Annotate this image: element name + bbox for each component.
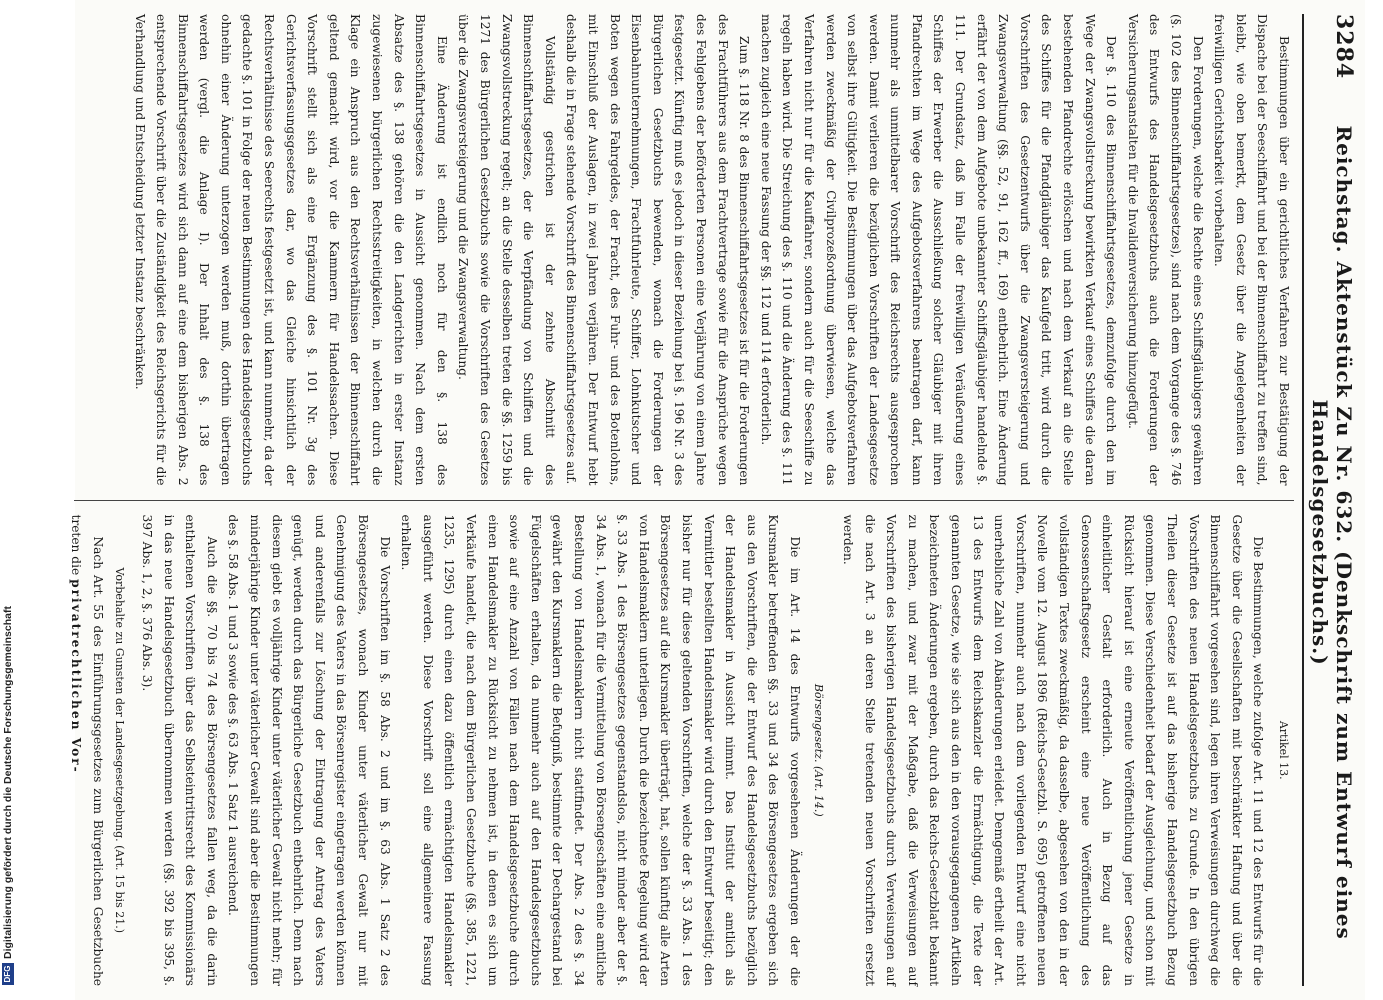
left-column: [74, 14, 1294, 501]
paragraph: Den Forderungen, welche die Rechte eines Schiffsgläubigers gewähren (§. 102 des Binnenschiffahrtsgesetzes), sind nach dem Vorgange des §. 746 des Entwurfs des Handelsgesetzbuchs auch die Forderungen der Versicherungsanstalten für die Invalidenversicherung hinzugefügt.: [1125, 14, 1205, 486]
paragraph: Bestimmungen über ein gerichtliches Verfahren zur Bestätigung der Dispache bei der Seeschiffahrt und bei der Binnenschiffahrt zu treffen sind, bleibt, wie oben bemerkt, dem Gesetz über die Angelegenheiten der freiwilligen Gerichtsbarkeit vorbehalten.: [1212, 14, 1291, 486]
running-title-main: Reichstag. Aktenstück Zu Nr. 632.: [1332, 125, 1356, 544]
section-subheading: Börsengesetz. (Art. 14.): [811, 683, 825, 817]
paragraph: Der §. 110 des Binnenschiffahrtsgesetzes, demzufolge durch den im Wege der Zwangsvollstreckung bewirkten Verkauf eines Schiffes die daran bestehenden Pfandrechte erlöschen und nach dem Verkauf an die Stelle des Schiffes für die Pfandgläubiger das Kaufgeld tritt, wird durch die Vorschriften des Gesetzentwurfs über die Zwangsversteigerung und Zwangsverwaltung (§§. 52, 91, 162 ff., 169) entbehrlich. Eine Änderung erfährt der von dem Aufgebote unbekannter Schiffsgläubiger handelnde §. 111. Der Grundsatz, daß im Falle der freiwilligen Veräußerung eines Schiffes der Erwerber die Ausschließung solcher Gläubiger mit ihren Pfandrechten im Wege des Aufgebotsverfahrens beantragen darf, kann nunmehr als unmittelbarer Vorschrift des Reichsrechts ausgesprochen werden. Damit verlieren die bezüglichen Vorschriften der Landesgesetze von selbst ihre Gültigkeit. Die Bestimmungen über das Aufgebotsverfahren werden zweckmäßig der Civilprozeßordnung überwiesen, welche das Verfahren nicht nur für die Kauffahrer, sondern auch für die Seeschiffe zu regeln haben wird. Die Streichung des §. 110 und die Änderung des §. 111 machen zugleich eine neue Fassung der §§. 112 und 114 erforderlich.: [758, 14, 1119, 486]
page-number: 3284: [1331, 14, 1357, 80]
paragraph: Die Bestimmungen, welche zufolge Art. 11 und 12 des Entwurfs für die Gesetze über die Gesellschaften mit beschränkter Haftung und über die Binnenschiffahrt vorgesehen sind, legen ihren Verweisungen durchweg die Vorschriften des neuen Handelsgesetzbuchs zu Grunde. In den übrigen Theilen dieser Gesetze ist auf das bisherige Handelsgesetzbuch Bezug genommen. Diese Verschiedenheit bedarf der Ausgleichung, und schon mit Rücksicht hierauf ist eine erneute Veröffentlichung jener Gesetze in einheitlicher Gestalt erforderlich. Auch in Bezug auf das Genossenschaftsgesetz erscheint eine neue Veröffentlichung des vollständigen Textes zweckmäßig, da dasselbe, abgesehen von den in der Novelle vom 12. August 1896 (Reichs-Gesetzbl. S. 695) getroffenen neuen Vorschriften, nunmehr auch nach dem vorliegenden Entwurf eine nicht unerhebliche Zahl von Abänderungen erleidet. Demgemäß ertheilt der Art. 13 des Entwurfs dem Reichskanzler die Ermächtigung, die Texte der genannten Gesetze, wie sie sich aus den in den vorausgegangenen Artikeln bezeichneten Änderungen ergeben, durch das Reichs-Gesetzblatt bekannt zu machen, und zwar mit der Maßgabe, daß die Verweisungen auf Vorschriften des bisherigen Handelsgesetzbuchs durch Verweisungen auf die nach Art. 3 an deren Stelle tretenden neuen Vorschriften ersetzt werden.: [841, 514, 1266, 986]
scanned-page: [69, 0, 1365, 1000]
paragraph: Zum §. 118 Nr. 8 des Binnenschiffahrtsgesetzes ist für die Forderungen des Frachtführers aus dem Frachtvertrage sowie für die Ansprüche wegen des Fehlgebens der beförderten Personen eine Verjährung von einem Jahre festgesetzt. Künftig muß es jedoch in dieser Beziehung bei §. 196 Nr. 3 des Bürgerlichen Gesetzbuchs bewenden, wonach die Forderungen der Eisenbahnunternehmungen, Frachtfuhrleute, Schiffer, Lohnkutscher und Boten wegen des Fahrgeldes, der Fracht, des Fuhr- und des Botenlohns, mit Einschluß der Auslagen, in zwei Jahren verjähren. Der Entwurf hebt deshalb die in Frage stehende Vorschrift des Binnenschiffahrtsgesetzes auf.: [564, 14, 752, 486]
paragraph: Eine Änderung ist endlich noch für den §. 138 des Binnenschiffahrtsgesetzes in Aussicht genommen. Nach dem ersten Absatze des §. 138 gehören die den Landgerichten in erster Instanz zugewiesenen bürgerlichen Rechtsstreitigkeiten, in welchen durch die Klage ein Anspruch aus den Rechtsverhältnissen der Binnenschiffahrt geltend gemacht wird, vor die Kammern für Handelssachen. Diese Vorschrift stellt sich als eine Ergänzung des §. 101 Nr. 3g des Gerichtsverfassungsgesetzes dar, wo das Gleiche hinsichtlich der Rechtsverhältnisse des Seerechts festgesetzt ist, und kann nunmehr, da der gedachte §. 101 in Folge der neuen Bestimmungen des Handelsgesetzbuchs ohnehin einer Änderung unterzogen werden muß, dorthin übertragen werden (vergl. die Anlage I). Der Inhalt des §. 138 des Binnenschiffahrtsgesetzes wird sich dann auf eine dem bisherigen Abs. 2 entsprechende Vorschrift über die Zuständigkeit des Reichsgerichts für die Verhandlung und Entscheidung letzter Instanz beschränken.: [132, 14, 449, 486]
article-heading: Artikel 13.: [1277, 720, 1290, 780]
closing-emphasis: privatrechtlichen Vor-: [69, 579, 84, 774]
text-columns: [69, 14, 1294, 986]
paragraph: Vollständig gestrichen ist der zehnte Abschnitt des Binnenschiffahrtsgesetzes, der die Verpfändung von Schiffen und die Zwangsvollstreckung regelt; an die Stelle desselben treten die §§. 1259 bis 1271 des Bürgerlichen Gesetzbuchs sowie die Vorschriften des Gesetzes über die Zwangsversteigerung und die Zwangsverwaltung.: [456, 14, 557, 486]
paragraph: Die Vorschriften im §. 58 Abs. 2 und im §. 63 Abs. 1 Satz 2 des Börsengesetzes, wonach Kinder unter väterlicher Gewalt nur mit Genehmigung des Vaters in das Börsenregister eingetragen werden können und anderenfalls zur Löschung der Eintragung der Antrag des Vaters genügt, werden durch das Bürgerliche Gesetzbuch entbehrlich. Denn nach diesem giebt es volljährige Kinder unter väterlicher Gewalt nicht mehr; für minderjährige Kinder unter väterlicher Gewalt sind aber die Bestimmungen des §. 58 Abs. 1 und 3 sowie des §. 63 Abs. 1 Satz 1 ausreichend.: [226, 514, 392, 986]
paragraph: Auch die §§. 70 bis 74 des Börsengesetzes fallen weg, da die darin enthaltenen Vorschriften über das Selbsteintrittsrecht des Kommissionärs in das neue Handelsgesetzbuch übernommen werden (§§. 392 bis 395, §. 397 Abs. 1, 2, §. 376 Abs. 3).: [140, 514, 219, 986]
credit-text: Digitalisierung gefördert durch die Deutsche Forschungsgemeinschaft: [2, 606, 14, 959]
digitization-credit: [2, 385, 14, 985]
paragraph: [65, 515, 108, 987]
paragraph: Die im Art. 14 des Entwurfs vorgesehenen Änderungen der die Kursmakler betreffenden §§. 33 und 34 des Börsengesetzes ergeben sich aus den Vorschriften, die der Entwurf des Handelsgesetzbuchs bezüglich der Handelsmakler in Aussicht nimmt. Das Institut der amtlich als Vermittler bestellten Handelsmakler wird durch den Entwurf beseitigt; den bisher nur für diese geltenden Vorschriften, welche der §. 33 Abs. 1 des Börsengesetzes auf die Kursmakler überträgt, hat, sollen künftig alle Arten von Handelsmaklern unterliegen. Durch die bezeichnete Regelung wird der §. 33 Abs. 1 des Börsengesetzes gegenstandslos, nicht minder aber der §. 34 Abs. 1, wonach für die Vermittelung von Börsengeschäften eine amtliche Bestellung von Handelsmaklern nicht stattfindet. Der Abs. 2 des §. 34 gewährt den Kursmaklern die Befugniß, bestimmte der Dechargestand bei Fügelschäften erhalten, da nunmehr auch auf den Handelsgesetzbuchs sowie auf eine Anzahl von Fällen nach dem Handelsgesetzbuche durch einen Handelsmakler zu Rücksicht zu nehmen ist, in denen es sich um Verkäufe handelt, die nach dem Bürgerlichen Gesetzbuche (§§. 385, 1221, 1235, 1295) durch einen dazu öffentlich ermächtigten Handelsmakler ausgeführt werden. Diese Vorschrift soll eine allgemeinere Fassung erhalten.: [399, 514, 802, 986]
running-title-sub: (Denkschrift zum Entwurf eines Handelsgesetzbuchs.): [1308, 399, 1356, 940]
page-header: [1302, 14, 1357, 986]
running-title: [1308, 79, 1356, 986]
section-subheading: Vorbehalte zu Gunsten der Landesgesetzgebung. (Art. 15 bis 21.): [112, 567, 126, 933]
dfg-logo: DFG: [2, 963, 14, 985]
right-column: [69, 514, 1294, 987]
digitization-credit-margin: [0, 0, 18, 1000]
closing-lead: Nach Art. 55 des Einführungsgesetzes zum Bürgerlichen Gesetzbuche treten die: [69, 514, 105, 986]
